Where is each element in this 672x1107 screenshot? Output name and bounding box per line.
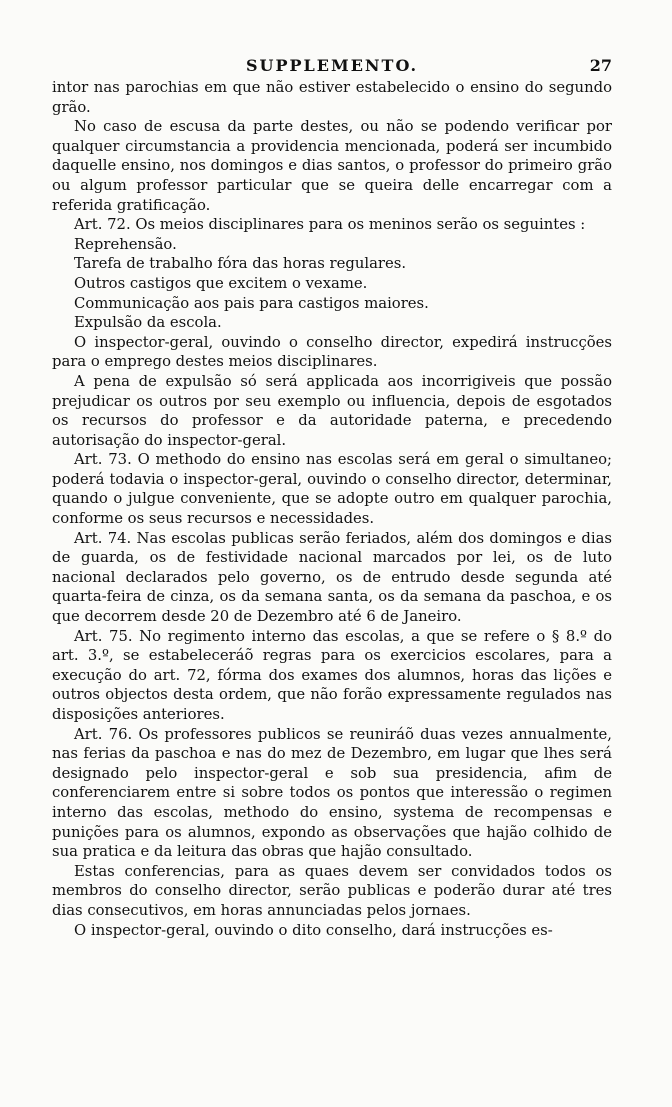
running-title: SUPPLEMENTO. bbox=[245, 56, 419, 75]
article-74: Art. 74. Nas escolas publicas serão feriados, além dos domingos e dias de guarda, os de festividade nacional marcados por lei, os de luto nacional declarados pelo governo, os de entrudo desde segunda até quarta-feira de cinza, os da semana santa, os da semana da paschoa, e os que decorrem desde 20 de Dezembro até 6 de Janeiro. bbox=[52, 529, 612, 626]
page-number: 27 bbox=[589, 56, 612, 75]
list-item: Outros castigos que excitem o vexame. bbox=[74, 274, 368, 292]
paragraph: A pena de expulsão só será applicada aos incorrigiveis que possão prejudicar os outros por seu exemplo ou influencia, depois de esgotados os recursos do professor e da autoridade paterna, e precedendo autorisação do inspector-geral. bbox=[52, 372, 612, 449]
article-73: Art. 73. O methodo do ensino nas escolas será em geral o simultaneo; poderá todavia o inspector-geral, ouvindo o conselho director, determinar, quando o julgue conveniente, que se adopte outro em qualquer parochia, conforme os seus recursos e necessidades. bbox=[52, 451, 612, 528]
paragraph: O inspector-geral, ouvindo o conselho director, expedirá instrucções para o emprego destes meios disciplinares. bbox=[52, 333, 612, 371]
article-76: Art. 76. Os professores publicos se reuniráõ duas vezes annualmente, nas ferias da paschoa e nas do mez de Dezembro, em lugar que lhes será designado pelo inspector-geral e sob sua presidencia, afim de conferenciarem entre si sobre todos os pontos que interessão o regimen interno das escolas, methodo do ensino, systema de recompensas e punições para os alumnos, expondo as observações que hajão colhido de sua pratica e da leitura das obras que hajão consultado. bbox=[52, 725, 612, 861]
paragraph: O inspector-geral, ouvindo o dito conselho, dará instrucções es- bbox=[74, 921, 553, 939]
paragraph: No caso de escusa da parte destes, ou não se podendo verificar por qualquer circumstancia a providencia mencionada, poderá ser incumbido daquelle ensino, nos domingos e dias santos, o professor do primeiro grão ou algum professor particular que se queira delle encarregar com a referida gratificação. bbox=[52, 118, 612, 214]
page-header bbox=[52, 54, 612, 78]
article-72: Art. 72. Os meios disciplinares para os meninos serão os seguintes : bbox=[74, 216, 586, 234]
list-item: Reprehensão. bbox=[74, 235, 177, 253]
page-body bbox=[52, 78, 612, 940]
article-75: Art. 75. No regimento interno das escolas, a que se refere o § 8.º do art. 3.º, se estabeleceráõ regras para os exercicios escolares, para a execução do art. 72, fórma dos exames dos alumnos, horas das lições e outros objectos desta ordem, que não forão expressamente regulados nas disposições anteriores. bbox=[52, 627, 612, 723]
list-item: Communicação aos pais para castigos maiores. bbox=[74, 294, 429, 312]
list-item: Expulsão da escola. bbox=[74, 314, 222, 332]
paragraph: intor nas parochias em que não estiver estabelecido o ensino do segundo grão. bbox=[52, 79, 612, 116]
disciplinary-means-list bbox=[52, 235, 612, 333]
list-item: Tarefa de trabalho fóra das horas regulares. bbox=[74, 255, 407, 273]
paragraph: Estas conferencias, para as quaes devem ser convidados todos os membros do conselho director, serão publicas e poderão durar até tres dias consecutivos, em horas annunciadas pelos jornaes. bbox=[52, 862, 612, 919]
